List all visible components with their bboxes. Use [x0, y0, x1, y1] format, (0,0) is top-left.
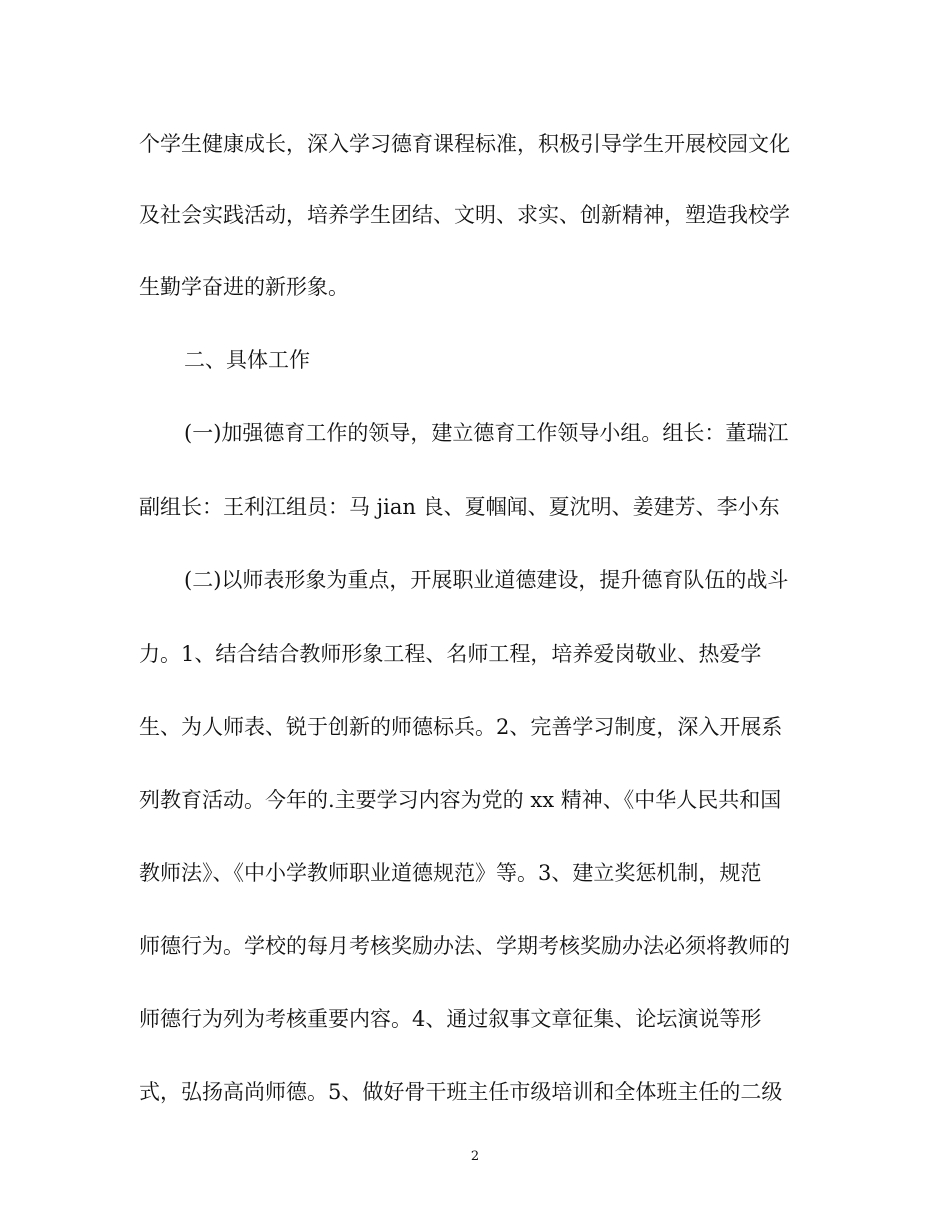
body-text-line: 及社会实践活动，培养学生团结、文明、求实、创新精神，塑造我校学 [139, 203, 790, 227]
body-text-line: 师德行为列为考核重要内容。4、通过叙事文章征集、论坛演说等形 [139, 1007, 762, 1031]
body-text-line: 师德行为。学校的每月考核奖励办法、学期考核奖励办法必须将教师的 [139, 934, 790, 958]
page-number: 2 [470, 1149, 480, 1164]
body-text-line: 生、为人师表、锐于创新的师德标兵。2、完善学习制度，深入开展系 [139, 715, 783, 739]
body-text-line: 教师法》、《中小学教师职业道德规范》等。3、建立奖惩机制，规范 [139, 861, 762, 885]
body-text-line: 式，弘扬高尚师德。5、做好骨干班主任市级培训和全体班主任的二级 [139, 1080, 783, 1104]
body-text-line: 列教育活动。今年的.主要学习内容为党的 xx 精神、《中华人民共和国 [139, 788, 782, 812]
body-text-line: 生勤学奋进的新形象。 [139, 275, 349, 299]
body-text-line: 副组长：王利江组员：马 jian 良、夏帼闻、夏沈明、姜建芳、李小东 [139, 495, 780, 519]
section-heading: 二、具体工作 [184, 348, 310, 372]
body-text-line: 力。1、结合结合教师形象工程、名师工程，培养爱岗敬业、热爱学 [139, 642, 762, 666]
body-text-line: (二)以师表形象为重点，开展职业道德建设，提升德育队伍的战斗 [184, 568, 789, 592]
body-text-line: (一)加强德育工作的领导，建立德育工作领导小组。组长：董瑞江 [184, 421, 789, 445]
body-text-line: 个学生健康成长，深入学习德育课程标准，积极引导学生开展校园文化 [139, 132, 790, 156]
